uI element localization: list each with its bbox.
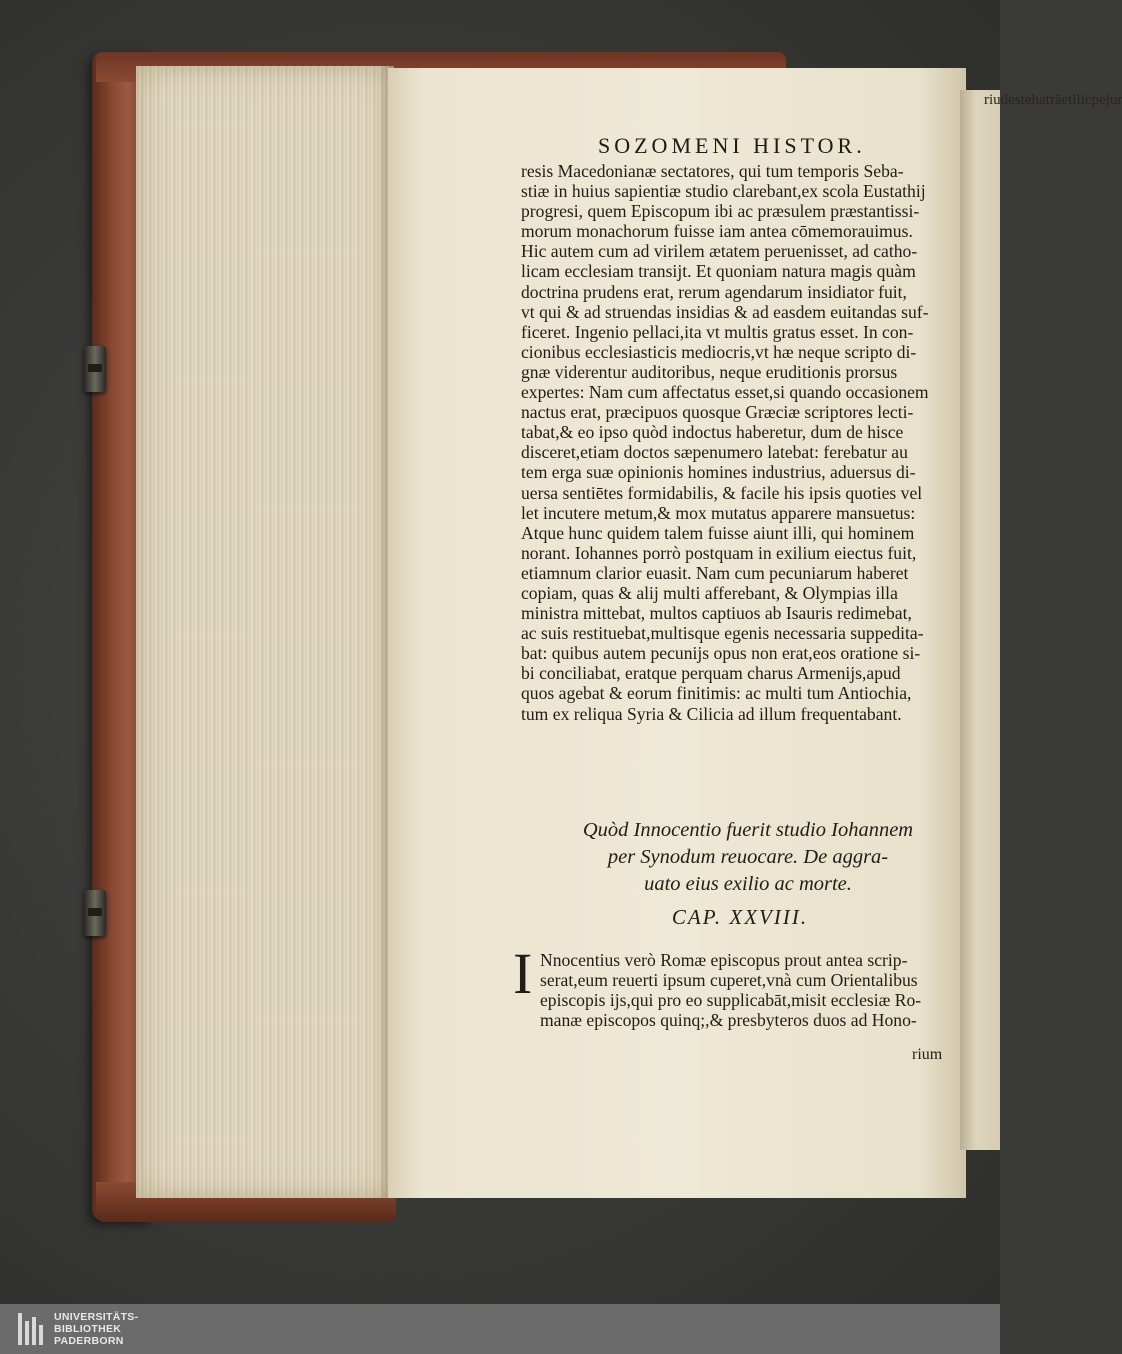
facing-page-fragment: ste [1014, 92, 1032, 108]
text-line: tem erga suæ opinionis homines industrius, aduersus di- [521, 462, 916, 483]
heading-line: per Synodum reuocare. De aggra- [607, 846, 889, 868]
facing-page-fragment: ha [1031, 92, 1046, 108]
text-line: quos agebat & eorum finitimis: ac multi tum Antiochia, [521, 683, 912, 704]
running-head: SOZOMENI HISTOR. [598, 133, 866, 158]
text-line: doctrina prudens erat, rerum agendarum insidiator fuit, [521, 281, 907, 302]
text-line: episcopis ijs,qui pro eo supplicabāt,misit ecclesiæ Ro- [540, 990, 922, 1011]
text-line: bi conciliabat, eratque perquam charus Armenijs,apud [521, 663, 901, 684]
text-line: manæ episcopos quinq;,& presbyteros duos ad Hono- [540, 1010, 917, 1031]
text-line: morum monachorum fuisse iam antea cōmemorauimus. [521, 221, 913, 242]
heading-line: uato eius exilio ac morte. [644, 873, 852, 895]
text-line: Nnocentius verò Romæ episcopus prout antea scrip- [540, 950, 908, 970]
text-line: Hic autem cum ad virilem ætatem peruenisset, ad catho- [521, 241, 918, 262]
logo-line-2: BIBLIOTHEK [54, 1323, 122, 1335]
drop-cap: I [513, 941, 533, 1006]
facing-page-fragment: de [1000, 92, 1015, 108]
text-line: stiæ in huius sapientiæ studio clarebant,ex scola Eustathij [521, 181, 926, 202]
text-line: expertes: Nam cum affectatus esset,si quando occasionem [521, 382, 929, 403]
logo-line-1: UNIVERSITÄTS- [54, 1311, 139, 1323]
heading-line: Quòd Innocentio fuerit studio Iohannem [582, 819, 914, 841]
text-line: ficeret. Ingenio pellaci,ita vt multis gratus esset. In con- [521, 321, 914, 342]
text-line: nactus erat, præcipuos quosque Græciæ scriptores lecti- [521, 402, 914, 423]
text-line: tabat,& eo ipso quòd indoctus haberetur, dum de hisce [521, 422, 904, 443]
chapter-heading [548, 817, 948, 898]
text-line: resis Macedonianæ sectatores, qui tum temporis Seba- [521, 161, 904, 181]
text-line: vt qui & ad struendas insidias & ad easdem euitandas suf- [521, 301, 929, 322]
library-logo-icon [18, 1313, 48, 1345]
text-line: ac suis restituebat,multisque egenis necessaria suppedita- [521, 623, 924, 644]
text-line: bat: quibus autem pecunijs opus non erat,eos oratione si- [521, 643, 921, 664]
text-line: progresi, quem Episcopum ibi ac præsulem præstantissi- [521, 201, 920, 222]
facing-page-fragment: riu [984, 92, 1001, 108]
clasp-upper [84, 346, 106, 392]
text-line: etiamnum clarior euasit. Nam cum pecuniarum haberet [521, 562, 909, 583]
text-line: norant. Iohannes porrò postquam in exilium eiectus fuit, [521, 542, 917, 563]
chapter-number: CAP. XXVIII. [671, 905, 809, 929]
text-line: gnæ viderentur auditoribus, neque eruditionis prorsus [521, 361, 898, 382]
facing-page-fragment: pe [1091, 92, 1106, 108]
text-line: copiam, quas & alij multi afferebant, & Olympias illa [521, 582, 898, 603]
facing-page-text-fragments [960, 90, 1122, 110]
logo-line-3: PADERBORN [54, 1335, 124, 1347]
page-block-edges [136, 66, 394, 1198]
catchword: rium [912, 1046, 943, 1063]
text-line: Atque hunc quidem talem fuisse aiunt illi, qui hominem [521, 522, 915, 543]
chapter-opening-text [540, 950, 952, 1030]
text-line: uersa sentiētes formidabilis, & facile his ipsis quoties vel [521, 482, 923, 503]
text-line: serat,eum reuerti ipsum cuperet,vnà cum Orientalibus [540, 970, 918, 991]
body-text [521, 161, 959, 724]
text-line: licam ecclesiam transijt. Et quoniam natura magis quàm [521, 261, 916, 282]
facing-page-fragment: trā [1045, 92, 1062, 108]
text-line: cionibus ecclesiasticis mediocris,vt hæ neque scripto di- [521, 341, 917, 362]
library-footer [0, 1304, 1000, 1354]
text-line: ministra mittebat, multos captiuos ab Isauris redimebat, [521, 603, 912, 624]
facing-page-edge [960, 90, 1122, 1150]
clasp-lower [84, 890, 106, 936]
text-line: let incutere metum,& mox mutatus apparere mansuetus: [521, 502, 916, 523]
text-line: disceret,etiam doctos sæpenumero latebat: ferebatur au [521, 442, 908, 463]
facing-page-fragment: eti [1061, 92, 1077, 108]
text-line: tum ex reliqua Syria & Cilicia ad illum frequentabant. [521, 703, 902, 724]
facing-page-fragment: lic [1076, 92, 1092, 108]
library-logo-text [54, 1311, 138, 1347]
facing-page-fragment: jur [1105, 92, 1122, 108]
